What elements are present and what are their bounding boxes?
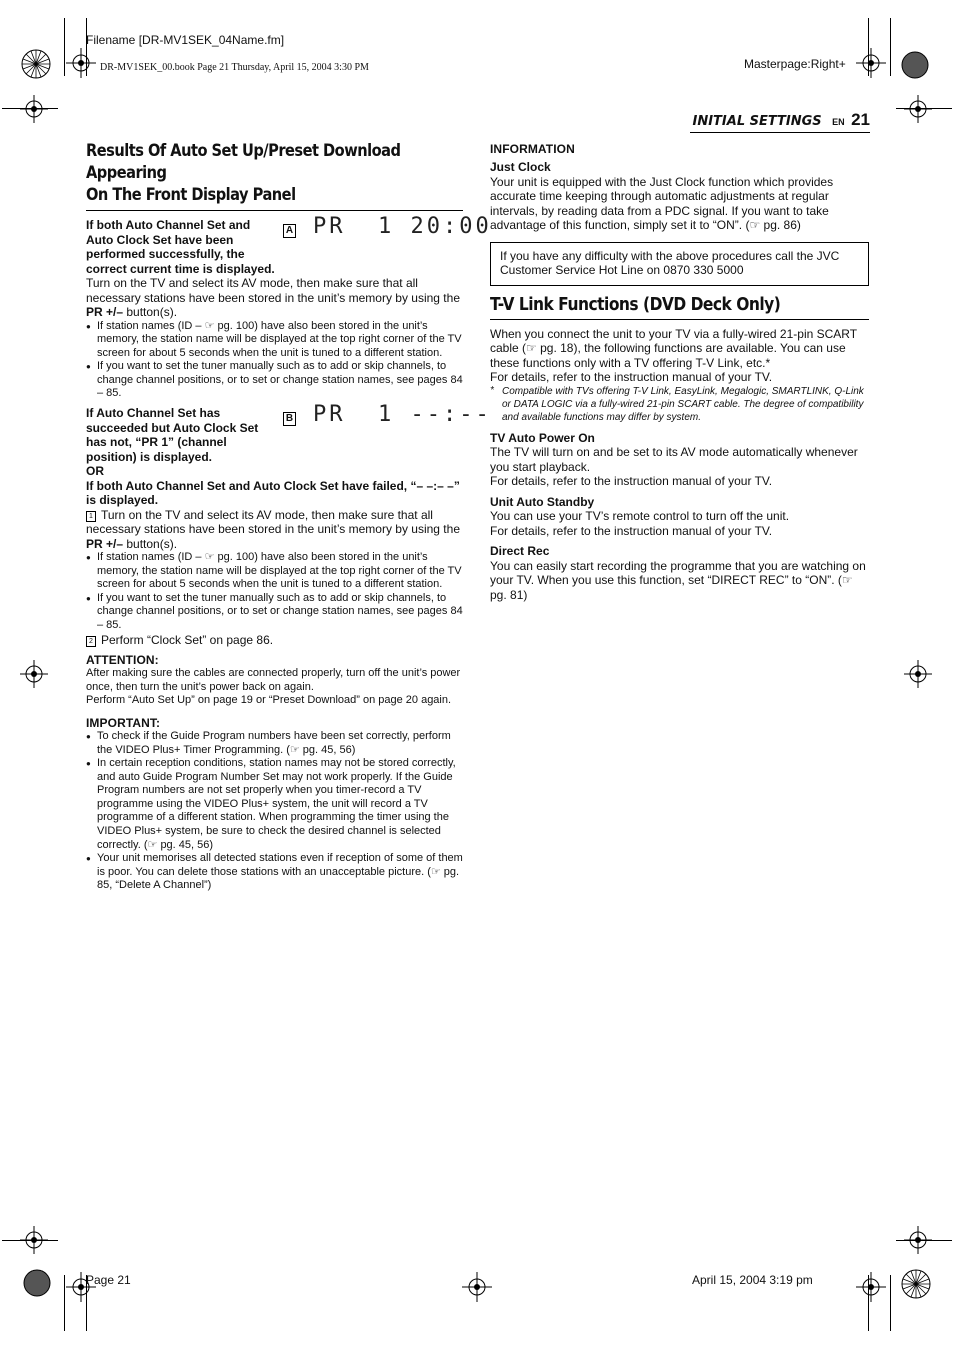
attention-text-1: After making sure the cables are connected properly, turn off the unit’s power once, then turn the unit’s power back on again. bbox=[86, 667, 461, 693]
unit-auto-standby-text-2: For details, refer to the instruction manual of your TV. bbox=[490, 523, 773, 538]
masterpage-label: Masterpage:Right+ bbox=[744, 57, 846, 71]
heading-line-1: Results Of Auto Set Up/Preset Download Appearing bbox=[86, 141, 401, 183]
step-2-number: 2 bbox=[86, 636, 96, 647]
case-a-text bbox=[86, 276, 463, 320]
pr-button-label: PR +/– bbox=[86, 305, 124, 319]
just-clock-label: Just Clock bbox=[490, 160, 551, 174]
tv-link-title: T-V Link Functions (DVD Deck Only) bbox=[490, 293, 781, 315]
lcd-display-b: PR 1 --:-- bbox=[313, 402, 492, 428]
case-a-bullet-1: ● If station names (ID – ☞ pg. 100) have also been stored in the unit’s memory, the station name will be displayed at the top right corner of the TV screen for about 5 seconds when the unit is tuned to a different station. bbox=[86, 320, 463, 361]
filename-label: Filename [DR-MV1SEK_04Name.fm] bbox=[86, 33, 285, 47]
case-a-text-post: button(s). bbox=[123, 305, 178, 319]
direct-rec-text: You can easily start recording the programme that you are watching on your TV. When you use this function, set “DIRECT REC” to “ON”. (☞ pg. 81) bbox=[490, 558, 866, 602]
important-block bbox=[86, 716, 463, 893]
or-label: OR bbox=[86, 464, 104, 479]
crosshair-icon bbox=[856, 48, 886, 78]
registration-target-icon bbox=[900, 1268, 932, 1300]
case-a-block bbox=[86, 214, 492, 401]
case-c-condition: If both Auto Channel Set and Auto Clock Set have failed, “– –:– –” is displayed. bbox=[86, 478, 460, 508]
step-1 bbox=[86, 508, 463, 552]
case-a-condition: If both Auto Channel Set and Auto Clock Set have been performed successfully, the correct current time is displayed. bbox=[86, 218, 275, 276]
step-1-pre: Turn on the TV and select its AV mode, then make sure that all necessary stations have been stored in the unit’s memory by using the bbox=[86, 507, 460, 537]
footer-page-label: Page 21 bbox=[86, 1273, 131, 1287]
step-2 bbox=[86, 633, 463, 648]
heading-line-2: On The Front Display Panel bbox=[86, 185, 296, 205]
crosshair-icon bbox=[904, 95, 932, 123]
hotline-text: If you have any difficulty with the above procedures call the JVC Customer Service Hot Line on 0870 330 5000 bbox=[500, 248, 840, 277]
crosshair-icon bbox=[66, 48, 96, 78]
tv-link-heading bbox=[490, 294, 869, 320]
pr-button-label: PR +/– bbox=[86, 536, 124, 551]
section-name: INITIAL SETTINGS bbox=[692, 114, 822, 129]
case-b-condition: If Auto Channel Set has succeeded but Auto Clock Set has not, “PR 1” (channel position) is displayed. bbox=[86, 406, 259, 464]
tv-link-intro-2: For details, refer to the instruction manual of your TV. bbox=[490, 370, 773, 384]
important-bullet-1: ● To check if the Guide Program numbers have been set correctly, perform the VIDEO Plus+ Timer Programming. (☞ pg. 45, 56) bbox=[86, 730, 463, 757]
section-heading bbox=[86, 140, 463, 211]
hotline-box bbox=[490, 242, 869, 286]
crosshair-icon bbox=[20, 1226, 48, 1254]
book-info-line: DR-MV1SEK_00.book Page 21 Thursday, April 15, 2004 3:30 PM bbox=[100, 62, 369, 73]
crosshair-icon bbox=[904, 660, 932, 688]
tv-auto-power-text: The TV will turn on and be set to its AV mode automatically whenever you start playback. bbox=[490, 445, 858, 474]
running-header bbox=[690, 110, 870, 133]
label-b-badge: B bbox=[283, 412, 296, 426]
footer-date-label: April 15, 2004 3:19 pm bbox=[692, 1273, 813, 1287]
language-code: EN bbox=[832, 117, 845, 127]
crosshair-icon bbox=[856, 1272, 886, 1302]
crosshair-icon bbox=[904, 1226, 932, 1254]
step-2-text: Perform “Clock Set” on page 86. bbox=[101, 632, 274, 647]
information-label: INFORMATION bbox=[490, 142, 575, 156]
left-column bbox=[86, 140, 492, 893]
step-1-post: button(s). bbox=[123, 536, 178, 551]
tv-link-intro: When you connect the unit to your TV via a fully-wired 21-pin SCART cable (☞ pg. 18), the following functions are available. You can use these functions only with a TV offering T-V Link, etc.* bbox=[490, 326, 857, 370]
case-b-block bbox=[86, 402, 492, 647]
crosshair-icon bbox=[20, 95, 48, 123]
attention-text-2: Perform “Auto Set Up” on page 19 or “Preset Download” on page 20 again. bbox=[86, 694, 452, 707]
display-a bbox=[283, 214, 492, 239]
registration-target-icon bbox=[20, 48, 52, 80]
important-label: IMPORTANT: bbox=[86, 715, 161, 730]
direct-rec-label: Direct Rec bbox=[490, 544, 550, 558]
lcd-display-a: PR 1 20:00 bbox=[313, 214, 492, 239]
label-a-badge: A bbox=[283, 224, 296, 238]
unit-auto-standby-text: You can use your TV’s remote control to turn off the unit. bbox=[490, 509, 790, 523]
step-1-bullet-1: ● If station names (ID – ☞ pg. 100) have also been stored in the unit’s memory, the station name will be displayed at the top right corner of the TV screen for about 5 seconds when the unit is tuned to a different station. bbox=[86, 551, 463, 592]
tv-auto-power-text-2: For details, refer to the instruction manual of your TV. bbox=[490, 474, 773, 488]
crosshair-icon bbox=[20, 660, 48, 688]
footnote bbox=[490, 385, 869, 424]
just-clock-text: Your unit is equipped with the Just Clock function which provides accurate time keeping through automatic adjustments at regular intervals, by reading data from a PDC signal. If you want to take advantage of this function, simply set it to “ON”. (☞ pg. 86) bbox=[490, 174, 834, 232]
display-b bbox=[283, 402, 492, 428]
registration-dot-icon bbox=[900, 50, 930, 80]
case-a-bullet-2: ● If you want to set the tuner manually such as to add or skip channels, to change channel positions, or to set or change station names, see pages 84 – 85. bbox=[86, 360, 463, 401]
important-bullet-2: ● In certain reception conditions, station names may not be stored correctly, and auto Guide Program Number Set may not work properly. If the Guide Program numbers are not set properly when you timer-record a TV programme using the VIDEO Plus+ system, the unit will record a TV programme of a different station. When programming the timer using the VIDEO Plus+ system, be sure to check the desired channel is selected correctly. (☞ pg. 45, 56) bbox=[86, 757, 463, 852]
footnote-text: Compatible with TVs offering T-V Link, EasyLink, Megalogic, SMARTLINK, Q-Link or DATA LOGIC via a fully-wired 21-pin SCART cable. The degree of compatibility and available functions may differ by system. bbox=[502, 385, 864, 423]
unit-auto-standby-label: Unit Auto Standby bbox=[490, 494, 595, 509]
attention-block bbox=[86, 653, 463, 708]
page-number: 21 bbox=[851, 110, 870, 129]
step-1-number: 1 bbox=[86, 511, 96, 522]
tv-auto-power-label: TV Auto Power On bbox=[490, 430, 595, 445]
step-1-bullet-2: ● If you want to set the tuner manually such as to add or skip channels, to change channel positions, or to set or change station names, see pages 84 – 85. bbox=[86, 592, 463, 633]
attention-label: ATTENTION: bbox=[86, 653, 159, 668]
right-column bbox=[490, 140, 869, 602]
registration-dot-icon bbox=[22, 1268, 52, 1298]
crosshair-icon bbox=[462, 1272, 492, 1302]
case-a-text-pre: Turn on the TV and select its AV mode, then make sure that all necessary stations have been stored in the unit’s memory by using the bbox=[86, 276, 460, 305]
important-bullet-3: ● Your unit memorises all detected stations even if reception of some of them is poor. You can delete those stations with an unacceptable picture. (☞ pg. 85, “Delete A Channel”) bbox=[86, 852, 463, 893]
footnote-star: * bbox=[490, 384, 494, 396]
